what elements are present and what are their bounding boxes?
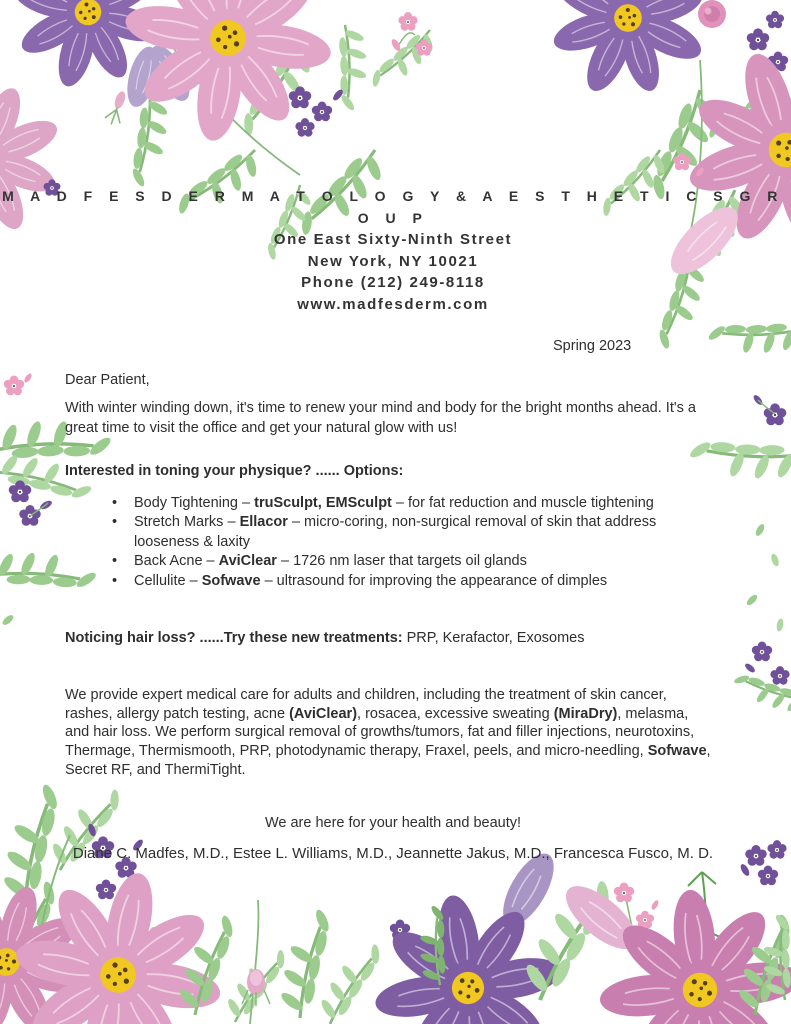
treatment-options-list xyxy=(104,494,660,591)
signature-line: Diane C. Madfes, M.D., Estee L. Williams, M.D., Jeannette Jakus, M.D., Francesca Fusco, M. D. xyxy=(72,845,714,862)
clinic-address-street: One East Sixty-Ninth Street xyxy=(273,231,513,248)
intro-paragraph: With winter winding down, it's time to renew your mind and body for the bright months ahead. It's a great time to visit the office and get your natural glow with us! xyxy=(65,400,696,436)
floral-cluster-right-edge xyxy=(687,292,791,722)
list-item-cellulite: • Cellulite – Sofwave – ultrasound for improving the appearance of dimples xyxy=(104,572,660,591)
physique-heading: Interested in toning your physique? ...... Options: xyxy=(65,463,404,479)
hair-loss-heading: Noticing hair loss? ......Try these new treatments: PRP, Kerafactor, Exosomes xyxy=(65,630,585,646)
clinic-name: M A D F E S D E R M A T O L O G Y & A E S T H E T I C S G R O U P xyxy=(2,188,784,226)
clinic-address-city: New York, NY 10021 xyxy=(307,252,479,270)
letter-date: Spring 2023 xyxy=(553,338,632,354)
list-item-stretch-marks: • Stretch Marks – Ellacor – micro-coring, non-surgical removal of skin that address looseness & laxity xyxy=(104,513,660,552)
list-item-back-acne: • Back Acne – AviClear – 1726 nm laser that targets oil glands xyxy=(104,552,660,571)
list-item-body-tightening: • Body Tightening – truSculpt, EMSculpt – for fat reduction and muscle tightening xyxy=(104,494,660,513)
clinic-header xyxy=(0,186,786,315)
salutation: Dear Patient, xyxy=(65,372,150,388)
clinic-phone: Phone (212) 249-8118 xyxy=(301,274,485,291)
closing-line: We are here for your health and beauty! xyxy=(264,815,522,831)
clinic-website: www.madfesderm.com xyxy=(297,295,489,313)
services-paragraph: We provide expert medical care for adults and children, including the treatment of skin cancer, rashes, allergy patch testing, acne (AviClear), rosacea, excessive sweating (MiraDry), melasma, and hair loss. We perform surgical removal of growths/tumors, fat and filler injections, neurotoxins, Thermage, Thermismooth, PRP, photodynamic therapy, Fraxel, peels, and micro-needling, Sofwave, Secret RF, and ThermiTight. xyxy=(65,687,711,778)
